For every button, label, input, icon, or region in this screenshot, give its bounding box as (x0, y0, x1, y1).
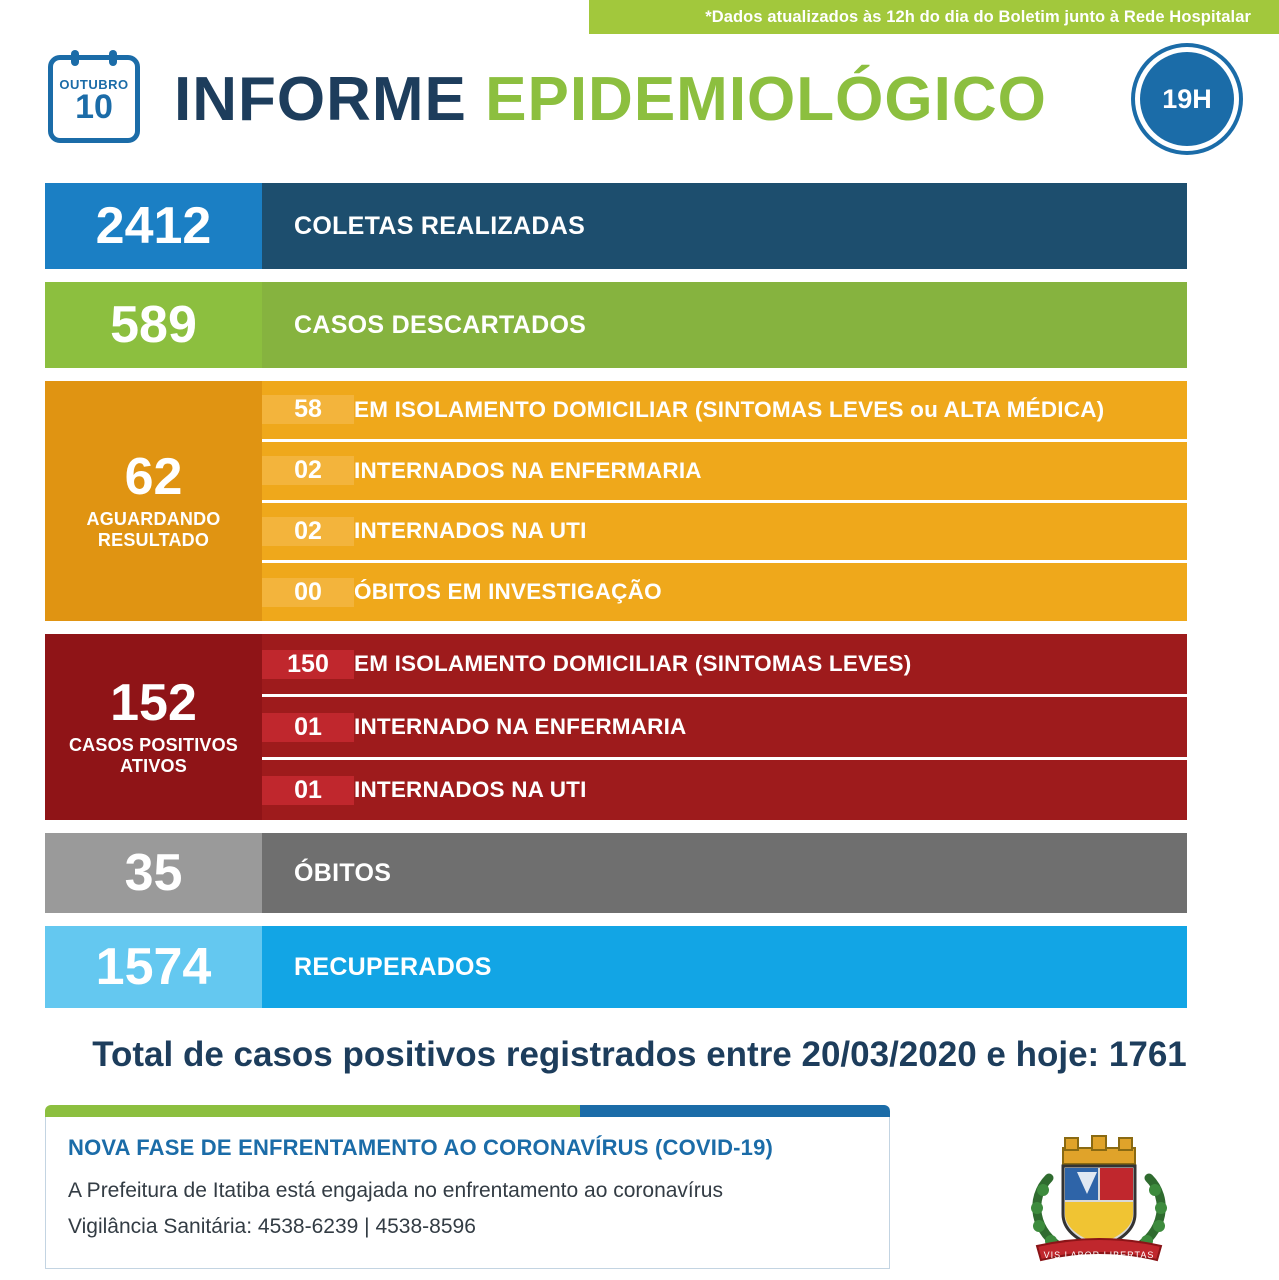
hour-badge: 19H (1140, 52, 1234, 146)
total-cases-text: Total de casos positivos registrados entre 20/03/2020 e hoje: 1761 (92, 1035, 1187, 1074)
subrow-count: 150 (262, 650, 354, 679)
descartados-value-box (45, 282, 262, 368)
calendar-ring-right-icon (109, 50, 117, 66)
coat-of-arms-icon (1019, 1128, 1179, 1268)
page-title-part1: INFORME (174, 64, 467, 134)
list-item (262, 697, 1187, 760)
svg-text:VIS LABOR LIBERTAS: VIS LABOR LIBERTAS (1043, 1250, 1155, 1260)
list-item (262, 442, 1187, 503)
aguardando-label: AGUARDANDO RESULTADO (86, 509, 221, 550)
list-item (262, 381, 1187, 442)
footer-tab-green (45, 1105, 580, 1117)
footer-tab-blue (580, 1105, 890, 1117)
subrow-text: INTERNADOS NA UTI (354, 777, 587, 802)
recuperados-value: 1574 (95, 938, 212, 996)
aguardando-breakdown (262, 381, 1187, 621)
top-note-text: *Dados atualizados às 12h do dia do Boletim junto à Rede Hospitalar (705, 7, 1251, 26)
subrow-text: EM ISOLAMENTO DOMICILIAR (SINTOMAS LEVES) (354, 651, 912, 676)
positivos-value-box (45, 634, 262, 820)
subrow-text: ÓBITOS EM INVESTIGAÇÃO (354, 579, 662, 605)
subrow-count: 01 (262, 713, 354, 742)
top-banner-bar (589, 0, 1279, 34)
coletas-label: COLETAS REALIZADAS (262, 183, 1187, 269)
descartados-value: 589 (110, 296, 197, 354)
row-casos-descartados (45, 282, 1187, 368)
list-item (262, 563, 1187, 621)
page-title (174, 64, 1047, 135)
positivos-breakdown (262, 634, 1187, 820)
list-item (262, 760, 1187, 820)
subrow-count: 58 (262, 395, 354, 424)
top-banner (0, 0, 1279, 34)
footer-line-2: Vigilância Sanitária: 4538-6239 | 4538-8596 (68, 1215, 476, 1238)
city-coat-of-arms (1019, 1128, 1179, 1268)
subrow-count: 02 (262, 517, 354, 546)
subrow-count: 00 (262, 578, 354, 607)
obitos-label: ÓBITOS (262, 833, 1187, 913)
row-recuperados (45, 926, 1187, 1008)
subrow-text: INTERNADO NA ENFERMARIA (354, 714, 687, 739)
obitos-value: 35 (124, 844, 183, 902)
subrow-text: EM ISOLAMENTO DOMICILIAR (SINTOMAS LEVES ou ALTA MÉDICA) (354, 396, 1105, 422)
footer-title: NOVA FASE DE ENFRENTAMENTO AO CORONAVÍRUS (COVID-19) (68, 1135, 774, 1160)
row-coletas-realizadas (45, 183, 1187, 269)
list-item (262, 634, 1187, 697)
positivos-label: CASOS POSITIVOS ATIVOS (68, 735, 239, 776)
footer (45, 1105, 890, 1269)
calendar-day: 10 (75, 87, 113, 126)
footer-box (45, 1117, 890, 1269)
page-title-part2: EPIDEMIOLÓGICO (485, 64, 1047, 134)
coletas-value-box (45, 183, 262, 269)
positivos-value: 152 (110, 674, 197, 733)
subrow-count: 02 (262, 456, 354, 485)
descartados-label: CASOS DESCARTADOS (262, 282, 1187, 368)
group-casos-positivos-ativos (45, 634, 1187, 820)
header (0, 44, 1279, 154)
statistics-sheet (45, 183, 1187, 1021)
footer-tabs (45, 1105, 890, 1117)
recuperados-label: RECUPERADOS (262, 926, 1187, 1008)
recuperados-value-box (45, 926, 262, 1008)
aguardando-value: 62 (124, 448, 183, 507)
row-obitos (45, 833, 1187, 913)
obitos-value-box (45, 833, 262, 913)
group-aguardando-resultado (45, 381, 1187, 621)
list-item (262, 503, 1187, 564)
aguardando-value-box (45, 381, 262, 621)
calendar-ring-left-icon (71, 50, 79, 66)
coletas-value: 2412 (95, 197, 212, 255)
subrow-text: INTERNADOS NA ENFERMARIA (354, 457, 702, 483)
subrow-count: 01 (262, 776, 354, 805)
footer-line-1: A Prefeitura de Itatiba está engajada no enfrentamento ao coronavírus (68, 1179, 723, 1202)
calendar-icon (48, 55, 140, 143)
subrow-text: INTERNADOS NA UTI (354, 518, 587, 544)
calendar-month: OUTUBRO (59, 76, 129, 92)
